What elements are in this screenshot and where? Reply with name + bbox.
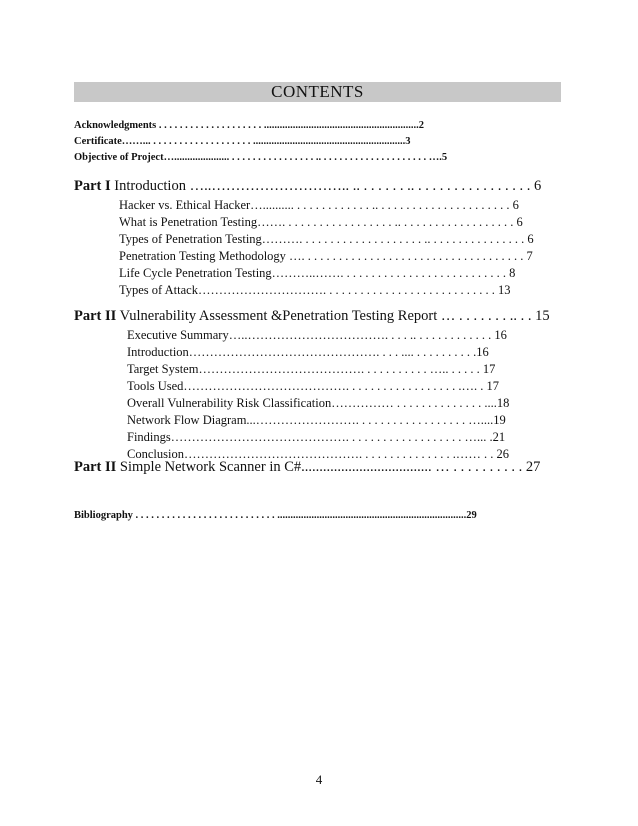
toc-subentry: Network Flow Diagram...……………………. . . . . . . . . . . . . . . . . . …....19 [127,413,506,427]
page-number: 4 [315,772,323,787]
toc-subentry: Overall Vulnerability Risk Classification…………… . . . . . . . . . . . . . . ....18 [127,396,510,410]
toc-subentry: Conclusion……………………………………. . . . . . . . . . . . . . . .…… . . 26 [127,447,509,461]
toc-subentry: Penetration Testing Methodology …. . . . . . . . . . . . . . . . . . . . . . . . . . . . . . . . . . . . 7 [119,249,533,263]
toc-subentry: Target System…………………………………. . . . . . . . . . . ….. . . . . . 17 [127,362,496,376]
toc-subentry: Life Cycle Penetration Testing………..……. . . . . . . . . . . . . . . . . . . . . . . . . . . 8 [119,266,516,280]
toc-part-1 [74,178,541,195]
toc-entry-acknowledgments: Acknowledgments . . . . . . . . . . . . . . . . . . . . ...........................................................2 [74,120,425,131]
toc-subentry: Introduction………………………………………. . . . .... . . . . . . . . . .16 [127,345,489,359]
part-1-label: Part I [74,178,111,194]
toc-entry-certificate: Certificate……... . . . . . . . . . . . . . . . . . . . ..........................................................3 [74,136,411,147]
toc-part-2 [74,308,550,325]
part-2-title: Vulnerability Assessment &Penetration Testing Report … . . . . . . . .. . . 15 [116,308,550,324]
toc-subentry: Hacker vs. Ethical Hacker….......... . . . . . . . . . . . . .. . . . . . . . . . . . . . . . . . . . . . 6 [119,198,519,212]
toc-subentry: Executive Summary…..……………………………. . . . .. . . . . . . . . . . . . 16 [127,328,507,342]
toc-subentry: Tools Used…………………………………. . . . . . . . . . . . . . . . . . .…. . 17 [127,379,500,393]
toc-entry-bibliography: Bibliography . . . . . . . . . . . . . . . . . . . . . . . . . . . ........................................................................29 [74,510,477,521]
part-1-title: Introduction …..……………………….. .. . . . . . . .. . . . . . . . . . . . . . . . . 6 [110,178,542,194]
part-3-title: Simple Network Scanner in C#.................................... … . . . . . . . . . . 27 [116,459,541,475]
contents-heading-bar [74,82,561,102]
toc-part-3 [74,459,540,476]
toc-subentry: Types of Attack…………………………. . . . . . . . . . . . . . . . . . . . . . . . . . . . 13 [119,283,511,297]
toc-subentry: What is Penetration Testing……. . . . . . . . . . . . . . . . . . .. . . . . . . . . . . . . . . . . . . 6 [119,215,523,229]
toc-subentry: Types of Penetration Testing………. . . . . . . . . . . . . . . . . . . . .. . . . . . . . . . . . . . . . 6 [119,232,534,246]
part-3-label: Part II [74,459,117,475]
toc-entry-objective: Objective of Project…..................... . . . . . . . . . . . . . . . . .. . . . . . . . . . . . . . . . . . . . . ….5 [74,152,448,163]
toc-subentry: Findings……………………………………. . . . . . . . . . . . . . . . . . . …... .21 [127,430,506,444]
part-2-label: Part II [74,308,117,324]
contents-heading: CONTENTS [271,82,364,101]
